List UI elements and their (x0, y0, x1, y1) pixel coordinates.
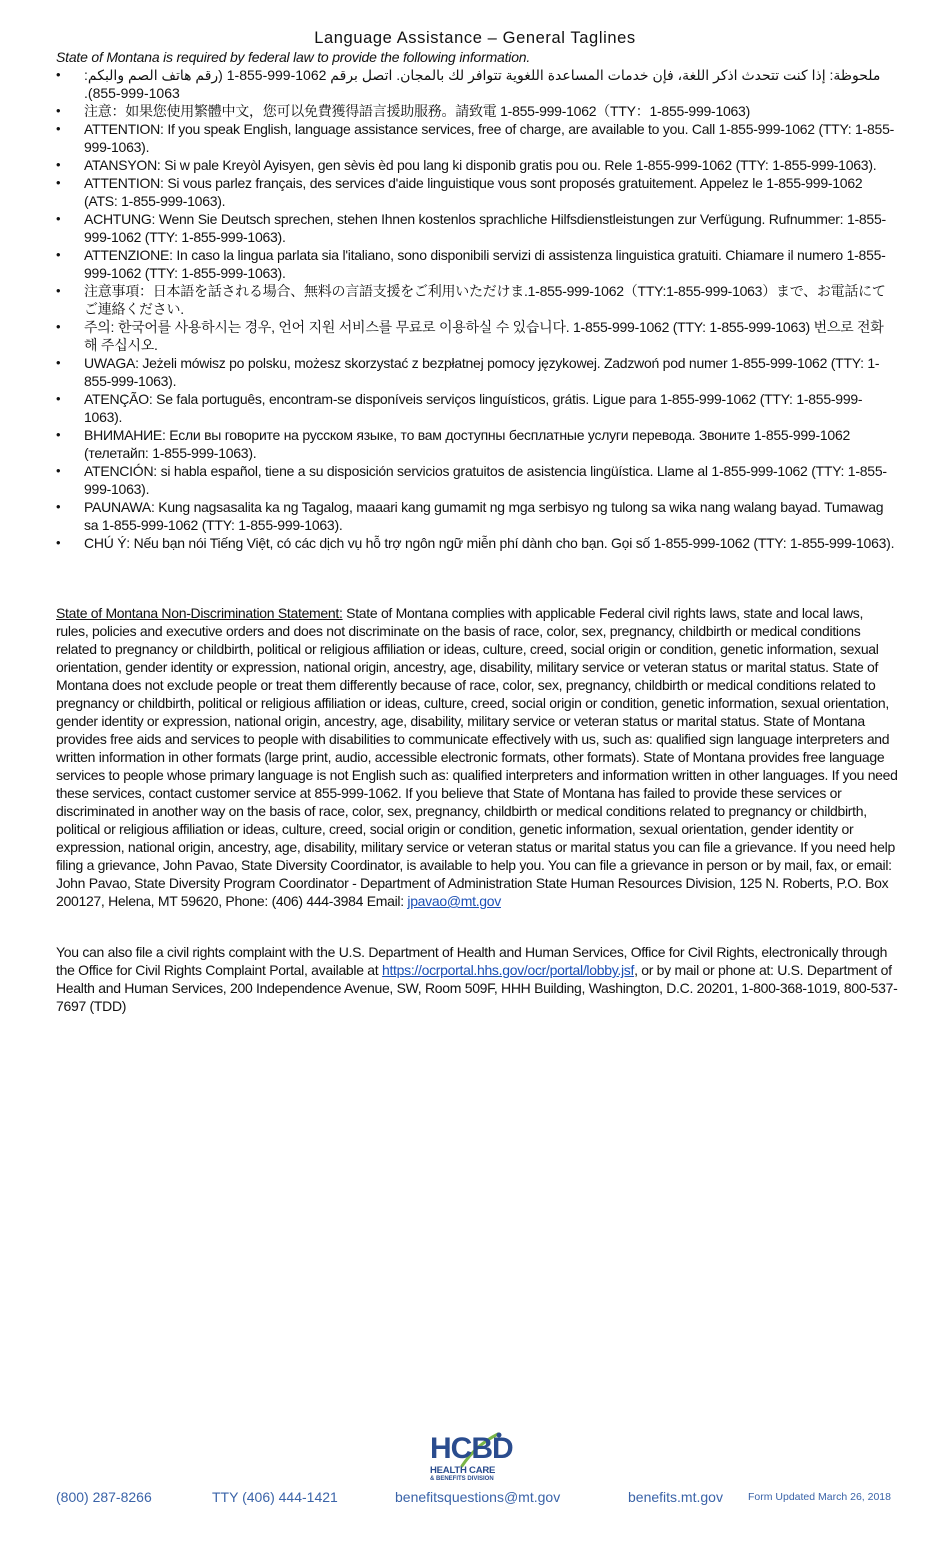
tagline-text: ATENÇÃO: Se fala português, encontram-se disponíveis serviços linguísticos, grátis. Ligue para 1-855-999-1062 (TTY: 1-855-999-1063). (84, 391, 863, 425)
logo-letters: HCBD (430, 1432, 513, 1465)
tagline-spanish (56, 462, 896, 498)
tagline-arabic (56, 66, 896, 102)
tagline-text: CHÚ Ý: Nếu bạn nói Tiếng Việt, có các dịch vụ hỗ trợ ngôn ngữ miễn phí dành cho bạn. Gọi số 1-855-999-1062 (TTY: 1-855-999-1063). (84, 535, 895, 551)
non-discrimination-heading: State of Montana Non-Discrimination Statement: (56, 605, 343, 621)
bullet-icon: • (56, 175, 61, 190)
bullet-icon: • (56, 103, 61, 118)
tagline-list (56, 66, 896, 552)
non-discrimination-body: State of Montana complies with applicable Federal civil rights laws, state and local laws, rules, policies and executive orders and does not discriminate on the basis of race, color, sex, pregnancy, childbirth or medical conditions related to pregnancy or childbirth, political or religious affiliation or ideas, culture, creed, social origin or condition, genetic information, sexual orientation, gender identity or expression, national origin, ancestry, age, disability, military service or veteran status or marital status. State of Montana does not exclude people or treat them differently because of race, color, sex, pregnancy, childbirth or medical conditions related to pregnancy or childbirth, political or religious affiliation or ideas, culture, creed, social origin or condition, genetic information, sexual orientation, gender identity or expression, national origin, ancestry, age, disability, military service or veteran status or marital status. State of Montana provides free aids and services to people with disabilities to communicate effectively with us, such as: qualified sign language interpreters and written information in other formats (large print, audio, accessible electronic formats, other formats). State of Montana provides free language services to people whose primary language is not English such as: qualified interpreters and information written in other languages. If you need these services, contact customer service at 855-999-1062. If you believe that State of Montana has failed to provide these services or discriminated in another way on the basis of race, color, sex, pregnancy, childbirth or medical conditions related to pregnancy or childbirth, political or religious affiliation or ideas, culture, creed, social origin or condition, genetic information, sexual orientation, gender identity or expression, national origin, ancestry, age, disability, military service or veteran status or marital status you can file a grievance. If you need help filing a grievance, John Pavao, State Diversity Coordinator, is available to help you. You can file a grievance in person or by mail, fax, or email: John Pavao, State Diversity Program Coordinator - Department of Administration State Human Resources Division, 125 N. Roberts, P.O. Box 200127, Helena, MT 59620, Phone: (406) 444-3984 Email: (56, 605, 898, 909)
tagline-russian (56, 426, 896, 462)
bullet-icon: • (56, 67, 61, 82)
tagline-japanese (56, 282, 896, 318)
bullet-icon: • (56, 247, 61, 262)
tagline-chinese (56, 102, 896, 120)
tagline-text: ATENCIÓN: si habla español, tiene a su disposición servicios gratuitos de asistencia lingüística. Llame al 1-855-999-1062 (TTY: 1-855-999-1063). (84, 463, 887, 497)
bullet-icon: • (56, 319, 61, 334)
contact-email-link[interactable]: jpavao@mt.gov (407, 893, 501, 909)
bullet-icon: • (56, 355, 61, 370)
document-title: Language Assistance – General Taglines (314, 29, 636, 47)
footer-form-updated: Form Updated March 26, 2018 (748, 1491, 891, 1503)
tagline-text: 注意：如果您使用繁體中文，您可以免費獲得語言援助服務。請致電 1-855-999-1062（TTY：1-855-999-1063) (84, 103, 751, 119)
bullet-icon: • (56, 499, 61, 514)
tagline-english (56, 120, 896, 156)
non-discrimination-statement (56, 604, 898, 910)
hhs-text-after-link: , or by mail or phone at: U.S. Department of Health and Human Services, 200 Independence Avenue, SW, Room 509F, HHH Building, Washington, D.C. 20201, 1-800-368-1019, 800-537-7697 (TDD) (56, 962, 898, 1014)
page-footer (0, 1487, 950, 1507)
tagline-text: UWAGA: Jeżeli mówisz po polsku, możesz skorzystać z bezpłatnej pomocy językowej. Zadzwoń pod numer 1-855-999-1062 (TTY: 1-855-999-1063). (84, 355, 880, 389)
bullet-icon: • (56, 535, 61, 550)
hhs-text-before-link: You can also file a civil rights complaint with the U.S. Department of Health and Human Services, Office for Civil Rights, electronically through the Office for Civil Rights Complaint Portal, available at (56, 944, 888, 978)
tagline-text: ملحوظة: إذا كنت تتحدث اذكر اللغة، فإن خدمات المساعدة اللغوية تتوافر لك بالمجان. اتصل برقم 1062-999-855-1 (رقم هاتف الصم والبكم: 1063-999-855). (84, 67, 881, 101)
bullet-icon: • (56, 283, 61, 298)
tagline-polish (56, 354, 896, 390)
tagline-text: ATTENTION: If you speak English, language assistance services, free of charge, are available to you. Call 1-855-999-1062 (TTY: 1-855-999-1063). (84, 121, 895, 155)
tagline-text: ATTENZIONE: In caso la lingua parlata sia l'italiano, sono disponibili servizi di assistenza linguistica gratuiti. Chiamare il numero 1-855-999-1062 (TTY: 1-855-999-1063). (84, 247, 886, 281)
tagline-text: ATTENTION: Si vous parlez français, des services d'aide linguistique vous sont proposés gratuitement. Appelez le 1-855-999-1062 (ATS: 1-855-999-1063). (84, 175, 863, 209)
tagline-text: PAUNAWA: Kung nagsasalita ka ng Tagalog, maaari kang gumamit ng mga serbisyo ng tulong sa wika nang walang bayad. Tumawag sa 1-855-999-1062 (TTY: 1-855-999-1063). (84, 499, 884, 533)
bullet-icon: • (56, 211, 61, 226)
document-subtitle: State of Montana is required by federal law to provide the following information. (56, 49, 531, 65)
footer-tty[interactable]: TTY (406) 444-1421 (212, 1489, 338, 1505)
logo-text-line1: HEALTH CARE (430, 1465, 496, 1476)
tagline-tagalog (56, 498, 896, 534)
bullet-icon: • (56, 427, 61, 442)
bullet-icon: • (56, 121, 61, 136)
hhs-complaint-paragraph (56, 943, 898, 1015)
bullet-icon: • (56, 463, 61, 478)
tagline-haitian (56, 156, 896, 174)
tagline-portuguese (56, 390, 896, 426)
logo-text-line2: & BENEFITS DIVISION (430, 1476, 494, 1482)
tagline-text: ACHTUNG: Wenn Sie Deutsch sprechen, stehen Ihnen kostenlos sprachliche Hilfsdienstleistungen zur Verfügung. Rufnummer: 1-855-999-1062 (TTY: 1-855-999-1063). (84, 211, 886, 245)
tagline-german (56, 210, 896, 246)
tagline-text: ATANSYON: Si w pale Kreyòl Ayisyen, gen sèvis èd pou lang ki disponib gratis pou ou. Rele 1-855-999-1062 (TTY: 1-855-999-1063). (84, 157, 877, 173)
tagline-italian (56, 246, 896, 282)
tagline-french (56, 174, 896, 210)
tagline-text: 주의: 한국어를 사용하시는 경우, 언어 지원 서비스를 무료로 이용하실 수 있습니다. 1-855-999-1062 (TTY: 1-855-999-1063) 번으로 전화해 주십시오. (84, 319, 884, 353)
hcbd-logo (426, 1432, 526, 1488)
ocr-portal-link[interactable]: https://ocrportal.hhs.gov/ocr/portal/lobby.jsf (381, 962, 635, 978)
footer-email[interactable]: benefitsquestions@mt.gov (395, 1489, 561, 1505)
bullet-icon: • (56, 391, 61, 406)
footer-website[interactable]: benefits.mt.gov (628, 1489, 723, 1505)
bullet-icon: • (56, 157, 61, 172)
tagline-vietnamese (56, 534, 896, 552)
footer-phone[interactable]: (800) 287-8266 (56, 1489, 152, 1505)
tagline-text: 注意事項：日本語を話される場合、無料の言語支援をご利用いただけま.1-855-999-1062（TTY:1-855-999-1063）まで、お電話にてご連絡ください. (84, 283, 886, 317)
tagline-korean (56, 318, 896, 354)
tagline-text: ВНИМАНИЕ: Если вы говорите на русском языке, то вам доступны бесплатные услуги перевода. Звоните 1-855-999-1062 (телетайп: 1-855-999-1063). (84, 427, 851, 461)
